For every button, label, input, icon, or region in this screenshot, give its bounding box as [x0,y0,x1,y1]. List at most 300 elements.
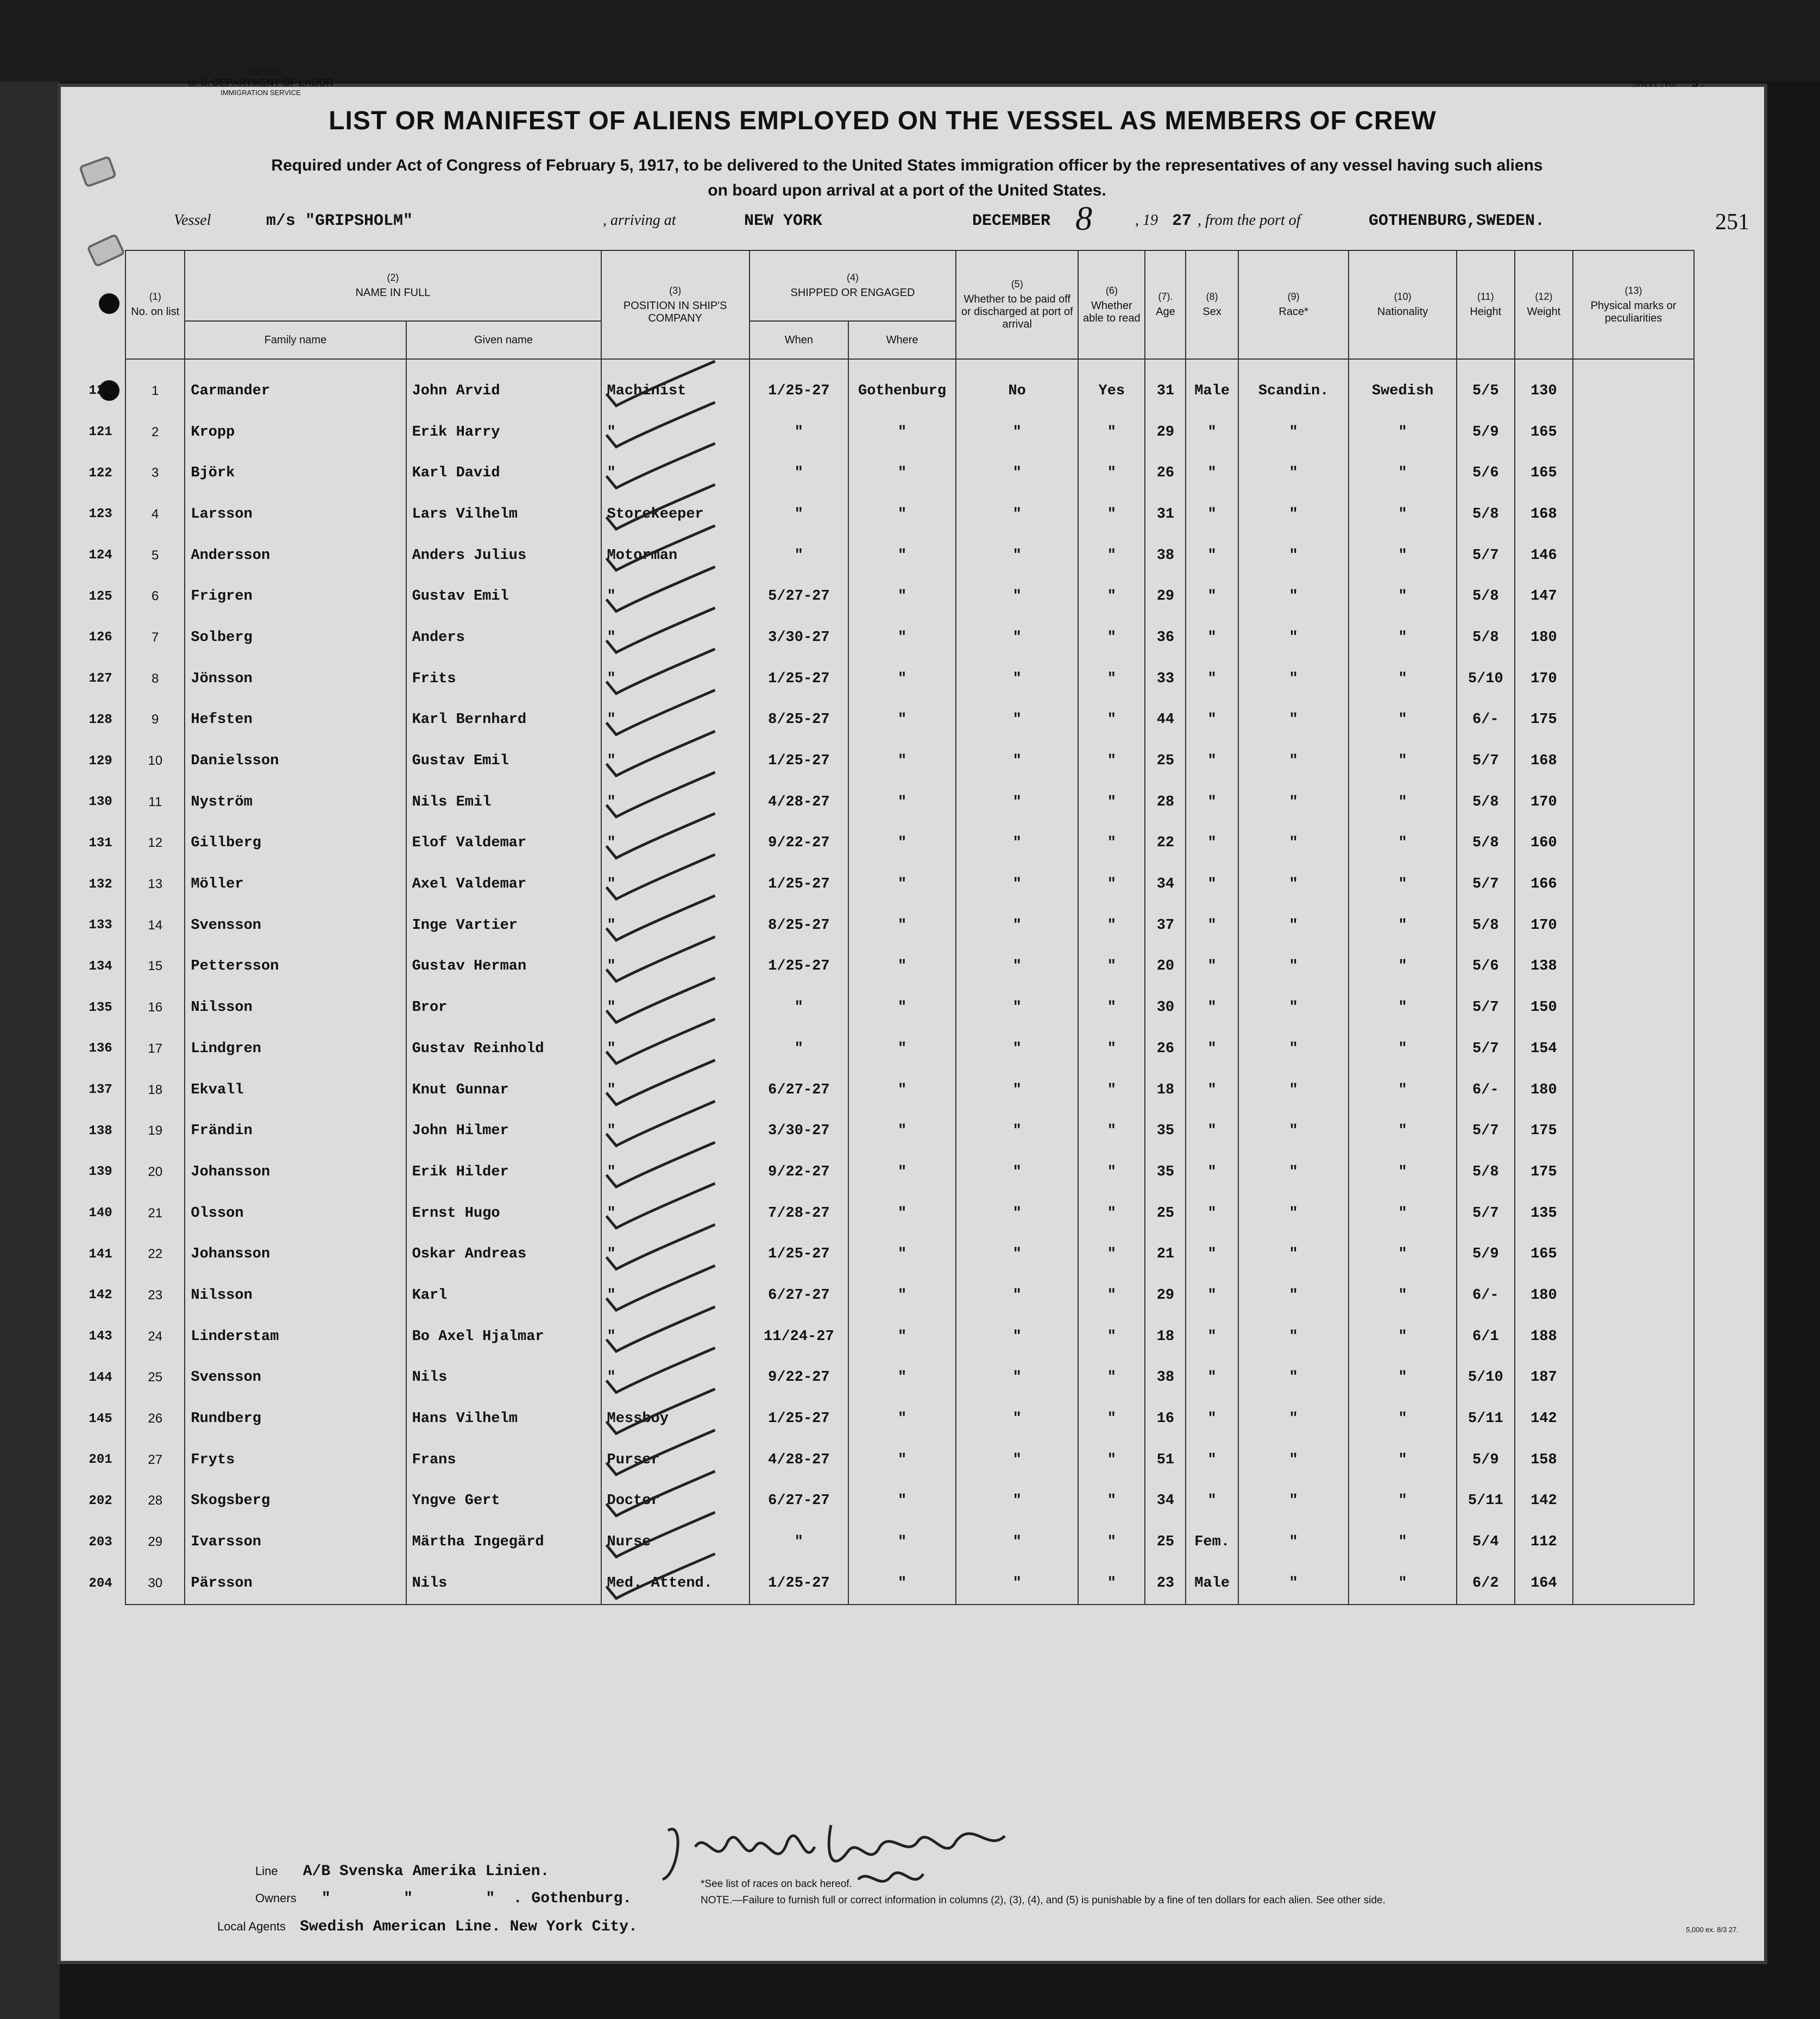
check-mark [607,608,715,652]
height-cell: 5/8 [1457,905,1515,946]
weight-cell: 150 [1515,987,1573,1028]
family-name-cell: Frigren [185,576,406,617]
shipped-where-cell: " [848,1028,956,1070]
sex-cell: " [1186,740,1238,782]
col-header-given-name: Given name [406,321,601,359]
weight-cell: 138 [1515,946,1573,988]
able-to-read-cell: " [1078,1028,1145,1070]
family-name-cell: Solberg [185,617,406,658]
shipped-where-cell: " [848,1070,956,1111]
col-header-shipped: (4) SHIPPED OR ENGAGED [750,250,956,321]
from-label: , from the port of [1198,212,1301,229]
margin-list-number: 127 [89,671,112,687]
race-cell: " [1238,1481,1349,1522]
sex-cell: " [1186,576,1238,617]
sex-cell: " [1186,1152,1238,1193]
arrival-month: DECEMBER [972,212,1051,230]
row-number: 27 [125,1439,185,1481]
row-number: 13 [125,864,185,905]
height-cell: 5/6 [1457,452,1515,494]
able-to-read-cell: " [1078,987,1145,1028]
age-cell: 25 [1145,740,1186,782]
shipped-when-cell: 3/30-27 [750,617,848,658]
race-cell: Scandin. [1238,370,1349,412]
nationality-cell: " [1349,494,1456,535]
age-cell: 34 [1145,864,1186,905]
check-mark [607,1554,715,1599]
sex-cell: " [1186,412,1238,453]
able-to-read-cell: " [1078,1152,1145,1193]
paid-off-cell: " [956,1316,1078,1357]
margin-list-number: 123 [89,507,112,522]
department-name: U. S. DEPARTMENT OF LABOR [188,77,333,88]
height-cell: 5/10 [1457,658,1515,700]
check-mark [607,1389,715,1433]
nationality-cell: " [1349,1357,1456,1399]
given-name-cell: Anders [406,617,601,658]
nationality-cell: " [1349,452,1456,494]
age-cell: 18 [1145,1070,1186,1111]
check-mark [607,1060,715,1105]
family-name-cell: Björk [185,452,406,494]
check-mark [607,937,715,982]
given-name-cell: Märtha Ingegärd [406,1521,601,1563]
age-cell: 20 [1145,946,1186,988]
given-name-cell: Oskar Andreas [406,1234,601,1275]
position-cell: " [601,576,750,617]
shipped-where-cell: " [848,1234,956,1275]
race-cell: " [1238,1234,1349,1275]
paid-off-cell: " [956,782,1078,823]
age-cell: 28 [1145,782,1186,823]
given-name-cell: Karl David [406,452,601,494]
height-cell: 5/9 [1457,412,1515,453]
margin-list-number: 204 [89,1576,112,1591]
given-name-cell: Inge Vartier [406,905,601,946]
family-name-cell: Nilsson [185,987,406,1028]
race-cell: " [1238,1357,1349,1399]
row-number: 14 [125,905,185,946]
penalty-note: NOTE.—Failure to furnish full or correct information in columns (2), (3), (4), and (5) is punishable by a fine of ten dollars for each alien. See other side. [701,1895,1386,1906]
sex-cell: " [1186,1481,1238,1522]
row-number: 22 [125,1234,185,1275]
shipped-when-cell: 1/25-27 [750,658,848,700]
sex-cell: " [1186,494,1238,535]
shipped-where-cell: " [848,1563,956,1605]
sheet-label: Sheet No. [1632,76,1678,90]
nationality-cell: " [1349,1275,1456,1316]
sex-cell: " [1186,1070,1238,1111]
shipped-when-cell: 1/25-27 [750,1398,848,1439]
line-value: A/B Svenska Amerika Linien. [303,1863,550,1880]
check-mark [607,854,715,899]
family-name-cell: Ivarsson [185,1521,406,1563]
check-mark [607,402,715,447]
position-cell: " [601,946,750,988]
able-to-read-cell: " [1078,1521,1145,1563]
given-name-cell: Yngve Gert [406,1481,601,1522]
family-name-cell: Linderstam [185,1316,406,1357]
family-name-cell: Pärsson [185,1563,406,1605]
check-mark [607,1307,715,1351]
margin-list-number: 138 [89,1123,112,1139]
sex-cell: " [1186,864,1238,905]
position-cell: Storekeeper [601,494,750,535]
agents-value: Swedish American Line. New York City. [300,1919,638,1935]
position-cell: Doctor [601,1481,750,1522]
margin-list-number: 126 [89,630,112,645]
shipped-where-cell: " [848,864,956,905]
nationality-cell: " [1349,1028,1456,1070]
weight-cell: 165 [1515,412,1573,453]
shipped-when-cell: 5/27-27 [750,576,848,617]
weight-cell: 164 [1515,1563,1573,1605]
paid-off-cell: " [956,1357,1078,1399]
given-name-cell: Gustav Emil [406,576,601,617]
agents-field [217,1919,638,1935]
able-to-read-cell: " [1078,823,1145,864]
paid-off-cell: " [956,1398,1078,1439]
shipped-when-cell: " [750,987,848,1028]
sex-cell: " [1186,617,1238,658]
sex-cell: Male [1186,370,1238,412]
margin-list-number: 124 [89,548,112,563]
paid-off-cell: " [956,1234,1078,1275]
nationality-cell: " [1349,1070,1456,1111]
age-cell: 23 [1145,1563,1186,1605]
given-name-cell: Gustav Emil [406,740,601,782]
age-cell: 33 [1145,658,1186,700]
shipped-when-cell: 1/25-27 [750,740,848,782]
row-number: 24 [125,1316,185,1357]
given-name-cell: Bror [406,987,601,1028]
height-cell: 5/6 [1457,946,1515,988]
shipped-where-cell: " [848,452,956,494]
age-cell: 31 [1145,370,1186,412]
check-mark [607,649,715,694]
given-name-cell: Hans Vilhelm [406,1398,601,1439]
shipped-when-cell: 6/27-27 [750,1481,848,1522]
position-cell: " [601,740,750,782]
sex-cell: Fem. [1186,1521,1238,1563]
row-number: 30 [125,1563,185,1605]
family-name-cell: Frändin [185,1110,406,1152]
shipped-when-cell: " [750,494,848,535]
margin-list-number: 137 [89,1083,112,1098]
position-cell: " [601,1193,750,1234]
weight-cell: 135 [1515,1193,1573,1234]
age-cell: 16 [1145,1398,1186,1439]
check-mark [607,978,715,1022]
row-number: 23 [125,1275,185,1316]
family-name-cell: Hefsten [185,700,406,741]
shipped-where-cell: " [848,535,956,576]
check-mark [607,1019,715,1064]
given-name-cell: Nils [406,1563,601,1605]
owners-value: " " " . Gothenburg. [321,1890,632,1907]
arriving-port: NEW YORK [744,212,823,230]
able-to-read-cell: " [1078,1275,1145,1316]
check-mark [607,1224,715,1269]
margin-list-number: 139 [89,1165,112,1180]
age-cell: 37 [1145,905,1186,946]
paid-off-cell: " [956,823,1078,864]
check-mark [607,443,715,488]
shipped-where-cell: " [848,1439,956,1481]
able-to-read-cell: " [1078,700,1145,741]
age-cell: 44 [1145,700,1186,741]
paid-off-cell: " [956,946,1078,988]
shipped-when-cell: 1/25-27 [750,370,848,412]
race-cell: " [1238,782,1349,823]
height-cell: 5/9 [1457,1234,1515,1275]
vessel-name: m/s "GRIPSHOLM" [266,212,413,230]
race-cell: " [1238,823,1349,864]
height-cell: 6/- [1457,700,1515,741]
margin-list-number: 135 [89,1000,112,1015]
able-to-read-cell: " [1078,1439,1145,1481]
service-name: IMMIGRATION SERVICE [221,89,301,97]
departure-port: GOTHENBURG,SWEDEN. [1369,212,1545,230]
arrival-day-handwritten: 8 [1075,200,1092,237]
race-cell: " [1238,1152,1349,1193]
age-cell: 36 [1145,617,1186,658]
height-cell: 5/4 [1457,1521,1515,1563]
age-cell: 29 [1145,412,1186,453]
nationality-cell: " [1349,617,1456,658]
year-value: 27 [1172,212,1192,230]
height-cell: 6/1 [1457,1316,1515,1357]
col-header-nationality: (10) Nationality [1349,250,1456,359]
family-name-cell: Jönsson [185,658,406,700]
weight-cell: 147 [1515,576,1573,617]
row-number: 20 [125,1152,185,1193]
shipped-where-cell: " [848,658,956,700]
position-cell: " [601,658,750,700]
able-to-read-cell: " [1078,1234,1145,1275]
check-mark [607,485,715,529]
row-number: 11 [125,782,185,823]
position-cell: " [601,782,750,823]
position-cell: Nurse [601,1521,750,1563]
race-cell: " [1238,535,1349,576]
given-name-cell: Lars Vilhelm [406,494,601,535]
position-cell: " [601,1110,750,1152]
col-header-weight: (12) Weight [1515,250,1573,359]
row-number: 10 [125,740,185,782]
paid-off-cell: No [956,370,1078,412]
shipped-when-cell: 9/22-27 [750,1152,848,1193]
height-cell: 6/- [1457,1070,1515,1111]
weight-cell: 112 [1515,1521,1573,1563]
given-name-cell: Frans [406,1439,601,1481]
check-mark [607,731,715,776]
col-header-where: Where [848,321,956,359]
race-cell: " [1238,1070,1349,1111]
shipped-where-cell: " [848,412,956,453]
given-name-cell: John Hilmer [406,1110,601,1152]
family-name-cell: Ekvall [185,1070,406,1111]
shipped-where-cell: " [848,987,956,1028]
row-number: 2 [125,412,185,453]
paid-off-cell: " [956,740,1078,782]
shipped-when-cell: " [750,1028,848,1070]
margin-list-number: 133 [89,918,112,933]
margin-list-number: 128 [89,712,112,727]
family-name-cell: Lindgren [185,1028,406,1070]
paid-off-cell: " [956,864,1078,905]
margin-list-number: 122 [89,466,112,481]
position-cell: " [601,987,750,1028]
age-cell: 25 [1145,1193,1186,1234]
height-cell: 5/7 [1457,1028,1515,1070]
height-cell: 5/7 [1457,535,1515,576]
paid-off-cell: " [956,1028,1078,1070]
row-number: 5 [125,535,185,576]
subtitle-line-1: Required under Act of Congress of February 5, 1917, to be delivered to the United States immigration officer by the representatives of any vessel having such aliens [271,156,1543,174]
nationality-cell: Swedish [1349,370,1456,412]
weight-cell: 168 [1515,494,1573,535]
row-number: 18 [125,1070,185,1111]
weight-cell: 187 [1515,1357,1573,1399]
able-to-read-cell: " [1078,1110,1145,1152]
able-to-read-cell: " [1078,946,1145,988]
position-cell: " [601,864,750,905]
position-cell: " [601,1028,750,1070]
nationality-cell: " [1349,1234,1456,1275]
check-mark [607,1512,715,1557]
weight-cell: 158 [1515,1439,1573,1481]
able-to-read-cell: " [1078,1193,1145,1234]
nationality-cell: " [1349,946,1456,988]
row-number: 9 [125,700,185,741]
check-mark [607,1471,715,1516]
nationality-cell: " [1349,1152,1456,1193]
height-cell: 6/2 [1457,1563,1515,1605]
able-to-read-cell: " [1078,1398,1145,1439]
margin-list-number: 143 [89,1329,112,1344]
race-cell: " [1238,987,1349,1028]
shipped-when-cell: 3/30-27 [750,1110,848,1152]
weight-cell: 160 [1515,823,1573,864]
able-to-read-cell: " [1078,1357,1145,1399]
shipped-where-cell: " [848,1152,956,1193]
paid-off-cell: " [956,452,1078,494]
agents-label: Local Agents [217,1920,286,1933]
nationality-cell: " [1349,1398,1456,1439]
col-header-no: (1) No. on list [125,250,185,359]
col-header-when: When [750,321,848,359]
given-name-cell: Karl Bernhard [406,700,601,741]
margin-list-number: 140 [89,1206,112,1221]
col-header-paid-off: (5) Whether to be paid off or discharged at port of arrival [956,250,1078,359]
family-name-cell: Möller [185,864,406,905]
race-cell: " [1238,1275,1349,1316]
sex-cell: " [1186,700,1238,741]
margin-list-number: 141 [89,1247,112,1262]
check-mark [607,1266,715,1310]
owners-field [255,1890,632,1907]
sex-cell: " [1186,452,1238,494]
shipped-when-cell: 7/28-27 [750,1193,848,1234]
position-cell: Messboy [601,1398,750,1439]
shipped-when-cell: " [750,412,848,453]
col-header-marks: (13) Physical marks or peculiarities [1573,250,1694,359]
able-to-read-cell: " [1078,617,1145,658]
shipped-when-cell: 9/22-27 [750,823,848,864]
check-mark [607,526,715,570]
weight-cell: 175 [1515,1110,1573,1152]
given-name-cell: Knut Gunnar [406,1070,601,1111]
nationality-cell: " [1349,700,1456,741]
sex-cell: " [1186,946,1238,988]
row-number: 15 [125,946,185,988]
margin-list-number: 130 [89,795,112,810]
race-cell: " [1238,1110,1349,1152]
shipped-where-cell: " [848,700,956,741]
age-cell: 26 [1145,452,1186,494]
height-cell: 5/8 [1457,782,1515,823]
margin-list-number: 132 [89,877,112,892]
able-to-read-cell: " [1078,658,1145,700]
height-cell: 5/8 [1457,576,1515,617]
family-name-cell: Fryts [185,1439,406,1481]
weight-cell: 188 [1515,1316,1573,1357]
check-mark [607,1430,715,1475]
margin-list-number: 202 [89,1493,112,1508]
margin-list-number: 125 [89,589,112,604]
family-name-cell: Rundberg [185,1398,406,1439]
nationality-cell: " [1349,658,1456,700]
paid-off-cell: " [956,1152,1078,1193]
weight-cell: 154 [1515,1028,1573,1070]
height-cell: 5/7 [1457,864,1515,905]
height-cell: 5/11 [1457,1398,1515,1439]
given-name-cell: Nils [406,1357,601,1399]
family-name-cell: Johansson [185,1152,406,1193]
family-name-cell: Kropp [185,412,406,453]
shipped-when-cell: 11/24-27 [750,1316,848,1357]
age-cell: 31 [1145,494,1186,535]
sex-cell: " [1186,905,1238,946]
able-to-read-cell: " [1078,1563,1145,1605]
height-cell: 5/7 [1457,1193,1515,1234]
given-name-cell: Ernst Hugo [406,1193,601,1234]
col-header-height: (11) Height [1457,250,1515,359]
paid-off-cell: " [956,1563,1078,1605]
sheet-value: 3. [1691,77,1706,91]
row-number: 25 [125,1357,185,1399]
weight-cell: 170 [1515,782,1573,823]
family-name-cell: Svensson [185,905,406,946]
col-header-position: (3) POSITION IN SHIP'S COMPANY [601,250,750,359]
sex-cell: " [1186,535,1238,576]
col-header-family-name: Family name [185,321,406,359]
sex-cell: " [1186,1439,1238,1481]
family-name-cell: Larsson [185,494,406,535]
age-cell: 26 [1145,1028,1186,1070]
age-cell: 35 [1145,1110,1186,1152]
check-mark [607,690,715,734]
margin-list-number: 145 [89,1411,112,1426]
shipped-when-cell: 8/25-27 [750,905,848,946]
race-cell: " [1238,617,1349,658]
paid-off-cell: " [956,1521,1078,1563]
check-mark [607,567,715,611]
nationality-cell: " [1349,1316,1456,1357]
sex-cell: " [1186,1234,1238,1275]
position-cell: " [601,1316,750,1357]
